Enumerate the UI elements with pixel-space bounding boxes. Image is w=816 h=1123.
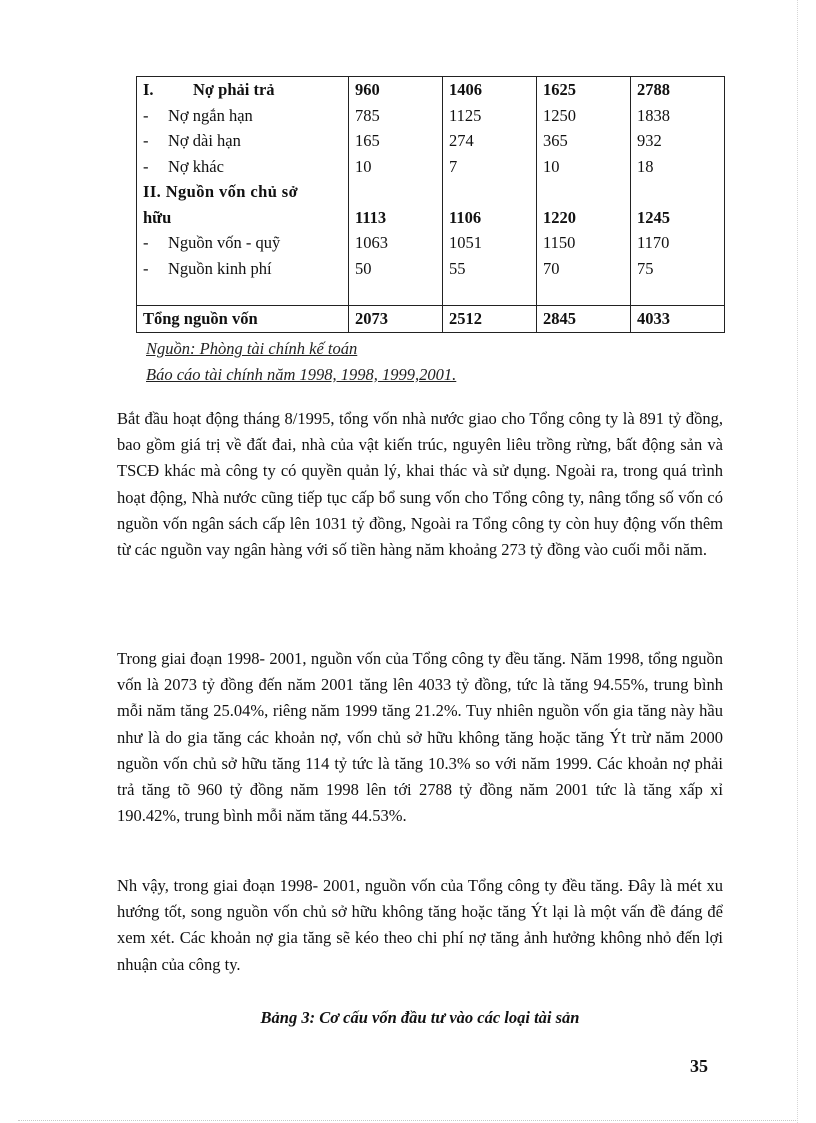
table-spacer-row bbox=[137, 281, 725, 306]
row-label: - Nợ dài hạn bbox=[137, 128, 349, 154]
table-cell: 50 bbox=[349, 256, 443, 282]
table-cell: 1625 bbox=[537, 77, 631, 103]
table-cell: 1106 bbox=[443, 179, 537, 230]
table-row bbox=[137, 230, 725, 256]
row-label: - Nợ ngắn hạn bbox=[137, 103, 349, 129]
table-cell: 960 bbox=[349, 77, 443, 103]
table-cell: 7 bbox=[443, 154, 537, 180]
total-label: Tổng nguồn vốn bbox=[137, 306, 349, 333]
table-cell: 4033 bbox=[631, 306, 725, 333]
row-label: I. Nợ phải trả bbox=[137, 77, 349, 103]
table-cell: 1245 bbox=[631, 179, 725, 230]
table-row bbox=[137, 256, 725, 282]
source-line: Báo cáo tài chính năm 1998, 1998, 1999,2001. bbox=[146, 365, 457, 384]
table-cell: 365 bbox=[537, 128, 631, 154]
table-cell: 785 bbox=[349, 103, 443, 129]
table-row bbox=[137, 77, 725, 103]
page-number: 35 bbox=[690, 1056, 708, 1076]
table-cell: 274 bbox=[443, 128, 537, 154]
table-row bbox=[137, 154, 725, 180]
page-bottom-border bbox=[18, 1120, 798, 1121]
row-label: - Nguồn kinh phí bbox=[137, 256, 349, 282]
row-label: II. Nguồn vốn chủ sở hữu bbox=[137, 179, 349, 230]
table-cell: 70 bbox=[537, 256, 631, 282]
table-cell: 1051 bbox=[443, 230, 537, 256]
table-cell: 18 bbox=[631, 154, 725, 180]
body-paragraph: Bắt đầu hoạt động tháng 8/1995, tổng vốn nhà nước giao cho Tổng công ty là 891 tỷ đồng, bao gồm giá trị về đất đai, nhà của vật kiến trúc, nguyên liêu trồng rừng, bất động sản và TSCĐ khác mà công ty có quyền quản lý, khai thác và sử dụng. Ngoài ra, trong quá trình hoạt động, Nhà nước cũng tiếp tục cấp bổ sung vốn cho Tổng công ty, nâng tổng số vốn có nguồn vốn ngân sách cấp lên 1031 tỷ đồng, Ngoài ra Tổng công ty còn huy động vốn thêm từ các nguồn vay ngân hàng với số tiền hàng năm khoảng 273 tỷ đồng vào cuối mỗi năm. bbox=[117, 409, 723, 560]
table-cell: 932 bbox=[631, 128, 725, 154]
table-row bbox=[137, 103, 725, 129]
table-row bbox=[137, 179, 725, 230]
body-paragraph: Trong giai đoạn 1998- 2001, nguồn vốn của Tổng công ty đều tăng. Năm 1998, tổng nguồn vốn là 2073 tỷ đồng đến năm 2001 tăng lên 4033 tỷ đồng, tức là tăng 94.55%, trung bình mỗi năm tăng 25.04%, riêng năm 1999 tăng 21.2%. Tuy nhiên nguồn vốn gia tăng này hầu như là do gia tăng các khoản nợ, vốn chủ sở hữu không tăng hoặc tăng Ýt trừ năm 2000 nguồn vốn chủ sở hữu tăng 114 tỷ tức là tăng 10.3% so với năm 1999. Các khoản nợ phải trả tăng tõ 960 tỷ đồng năm 1998 lên tới 2788 tỷ đồng năm 2001 tức là tăng xấp xỉ 190.42%, trung bình mỗi năm tăng 44.53%. bbox=[117, 649, 723, 826]
table-cell: 1406 bbox=[443, 77, 537, 103]
table-cell: 165 bbox=[349, 128, 443, 154]
table-total-row bbox=[137, 306, 725, 333]
row-label: - Nợ khác bbox=[137, 154, 349, 180]
table-caption: Bảng 3: Cơ cấu vốn đầu tư vào các loại tài sản bbox=[260, 1008, 580, 1027]
body-paragraph: Nh vậy, trong giai đoạn 1998- 2001, nguồn vốn của Tổng công ty đều tăng. Đây là mét xu hướng tốt, song nguồn vốn chủ sở hữu không tăng hoặc tăng Ýt lại là một vấn đề đáng để xem xét. Các khoản nợ gia tăng sẽ kéo theo chi phí nợ tăng ảnh hưởng không nhỏ đến lợi nhuận của công ty. bbox=[117, 876, 723, 974]
table-cell: 1113 bbox=[349, 179, 443, 230]
table-cell: 10 bbox=[349, 154, 443, 180]
table-cell: 55 bbox=[443, 256, 537, 282]
table-cell: 1250 bbox=[537, 103, 631, 129]
source-line: Nguồn: Phòng tài chính kế toán bbox=[146, 339, 358, 358]
table-cell: 2788 bbox=[631, 77, 725, 103]
table-cell: 75 bbox=[631, 256, 725, 282]
table-row bbox=[137, 128, 725, 154]
table-source-note bbox=[146, 336, 456, 388]
page-right-border bbox=[797, 0, 798, 1123]
table-cell: 2845 bbox=[537, 306, 631, 333]
row-label: - Nguồn vốn - quỹ bbox=[137, 230, 349, 256]
table-cell: 1063 bbox=[349, 230, 443, 256]
table-cell: 1170 bbox=[631, 230, 725, 256]
table-cell: 10 bbox=[537, 154, 631, 180]
table-cell: 2512 bbox=[443, 306, 537, 333]
table-cell: 1220 bbox=[537, 179, 631, 230]
capital-source-table bbox=[136, 76, 725, 333]
table-cell: 1838 bbox=[631, 103, 725, 129]
table-cell: 2073 bbox=[349, 306, 443, 333]
table-cell: 1125 bbox=[443, 103, 537, 129]
table-cell: 1150 bbox=[537, 230, 631, 256]
